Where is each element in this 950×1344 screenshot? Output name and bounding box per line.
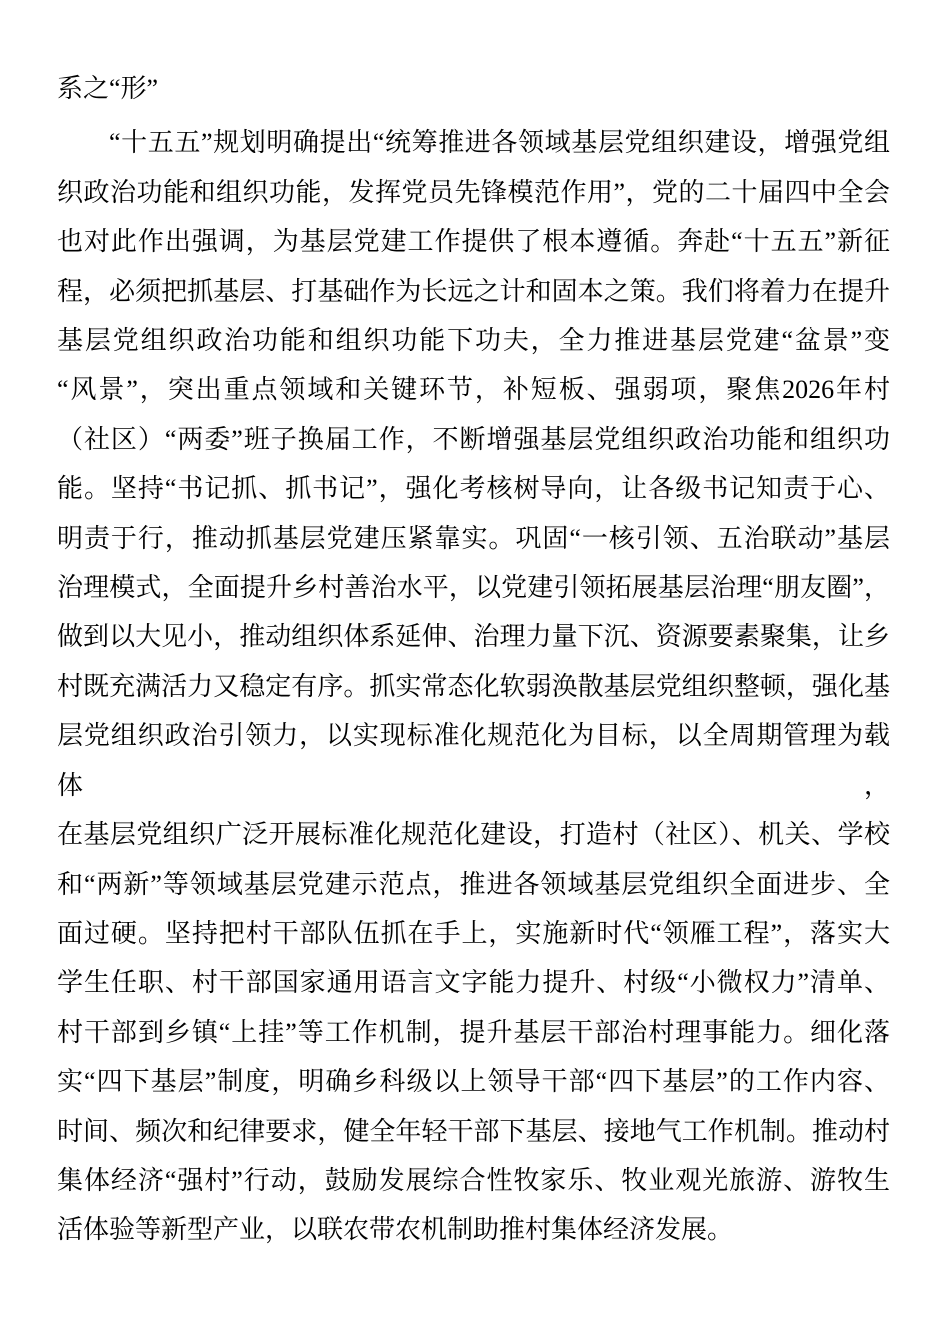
- paragraph: [57, 118, 890, 1254]
- paragraph: [57, 64, 890, 113]
- text-line: 能。坚持“书记抓、抓书记”，强化考核树导向，让各级书记知责于心、: [57, 474, 890, 504]
- text-line: 集体经济“强村”行动，鼓励发展综合性牧家乐、牧业观光旅游、游牧生: [57, 1165, 890, 1195]
- document-content: [57, 64, 890, 1255]
- text-line: 层党组织政治引领力，以实现标准化规范化为目标，以全周期管理为载体，: [57, 721, 890, 800]
- text-line: 明责于行，推动抓基层党建压紧靠实。巩固“一核引领、五治联动”基层: [57, 523, 890, 553]
- text-line: 系之“形”: [57, 74, 159, 103]
- text-line: “风景”，突出重点领域和关键环节，补短板、强弱项，聚焦2026年村: [57, 375, 890, 405]
- text-line: 活体验等新型产业，以联农带农机制助推村集体经济发展。: [57, 1215, 734, 1245]
- text-line: 也对此作出强调，为基层党建工作提供了根本遵循。奔赴“十五五”新征: [57, 227, 890, 257]
- text-line: 程，必须把抓基层、打基础作为长远之计和固本之策。我们将着力在提升: [57, 276, 890, 306]
- text-line: 学生任职、村干部国家通用语言文字能力提升、村级“小微权力”清单、: [57, 968, 890, 998]
- text-line: 村干部到乡镇“上挂”等工作机制，提升基层干部治村理事能力。细化落: [57, 1017, 890, 1047]
- text-line: 和“两新”等领域基层党建示范点，推进各领域基层党组织全面进步、全: [57, 869, 890, 899]
- text-line: “十五五”规划明确提出“统筹推进各领域基层党组织建设，增强党组: [109, 128, 890, 158]
- text-line: 面过硬。坚持把村干部队伍抓在手上，实施新时代“领雁工程”，落实大: [57, 918, 890, 948]
- text-line: 基层党组织政治功能和组织功能下功夫，全力推进基层党建“盆景”变: [57, 326, 890, 356]
- text-line: 在基层党组织广泛开展标准化规范化建设，打造村（社区）、机关、学校: [57, 820, 890, 850]
- text-line: 村既充满活力又稳定有序。抓实常态化软弱涣散基层党组织整顿，强化基: [57, 671, 890, 701]
- text-line: （社区）“两委”班子换届工作，不断增强基层党组织政治功能和组织功: [57, 424, 890, 454]
- text-line: 实“四下基层”制度，明确乡科级以上领导干部“四下基层”的工作内容、: [57, 1067, 890, 1097]
- text-line: 织政治功能和组织功能，发挥党员先锋模范作用”，党的二十届四中全会: [57, 177, 890, 207]
- text-line: 时间、频次和纪律要求，健全年轻干部下基层、接地气工作机制。推动村: [57, 1116, 890, 1146]
- text-line: 治理模式，全面提升乡村善治水平，以党建引领拓展基层治理“朋友圈”，: [57, 573, 890, 603]
- text-line: 做到以大见小，推动组织体系延伸、治理力量下沉、资源要素聚集，让乡: [57, 622, 890, 652]
